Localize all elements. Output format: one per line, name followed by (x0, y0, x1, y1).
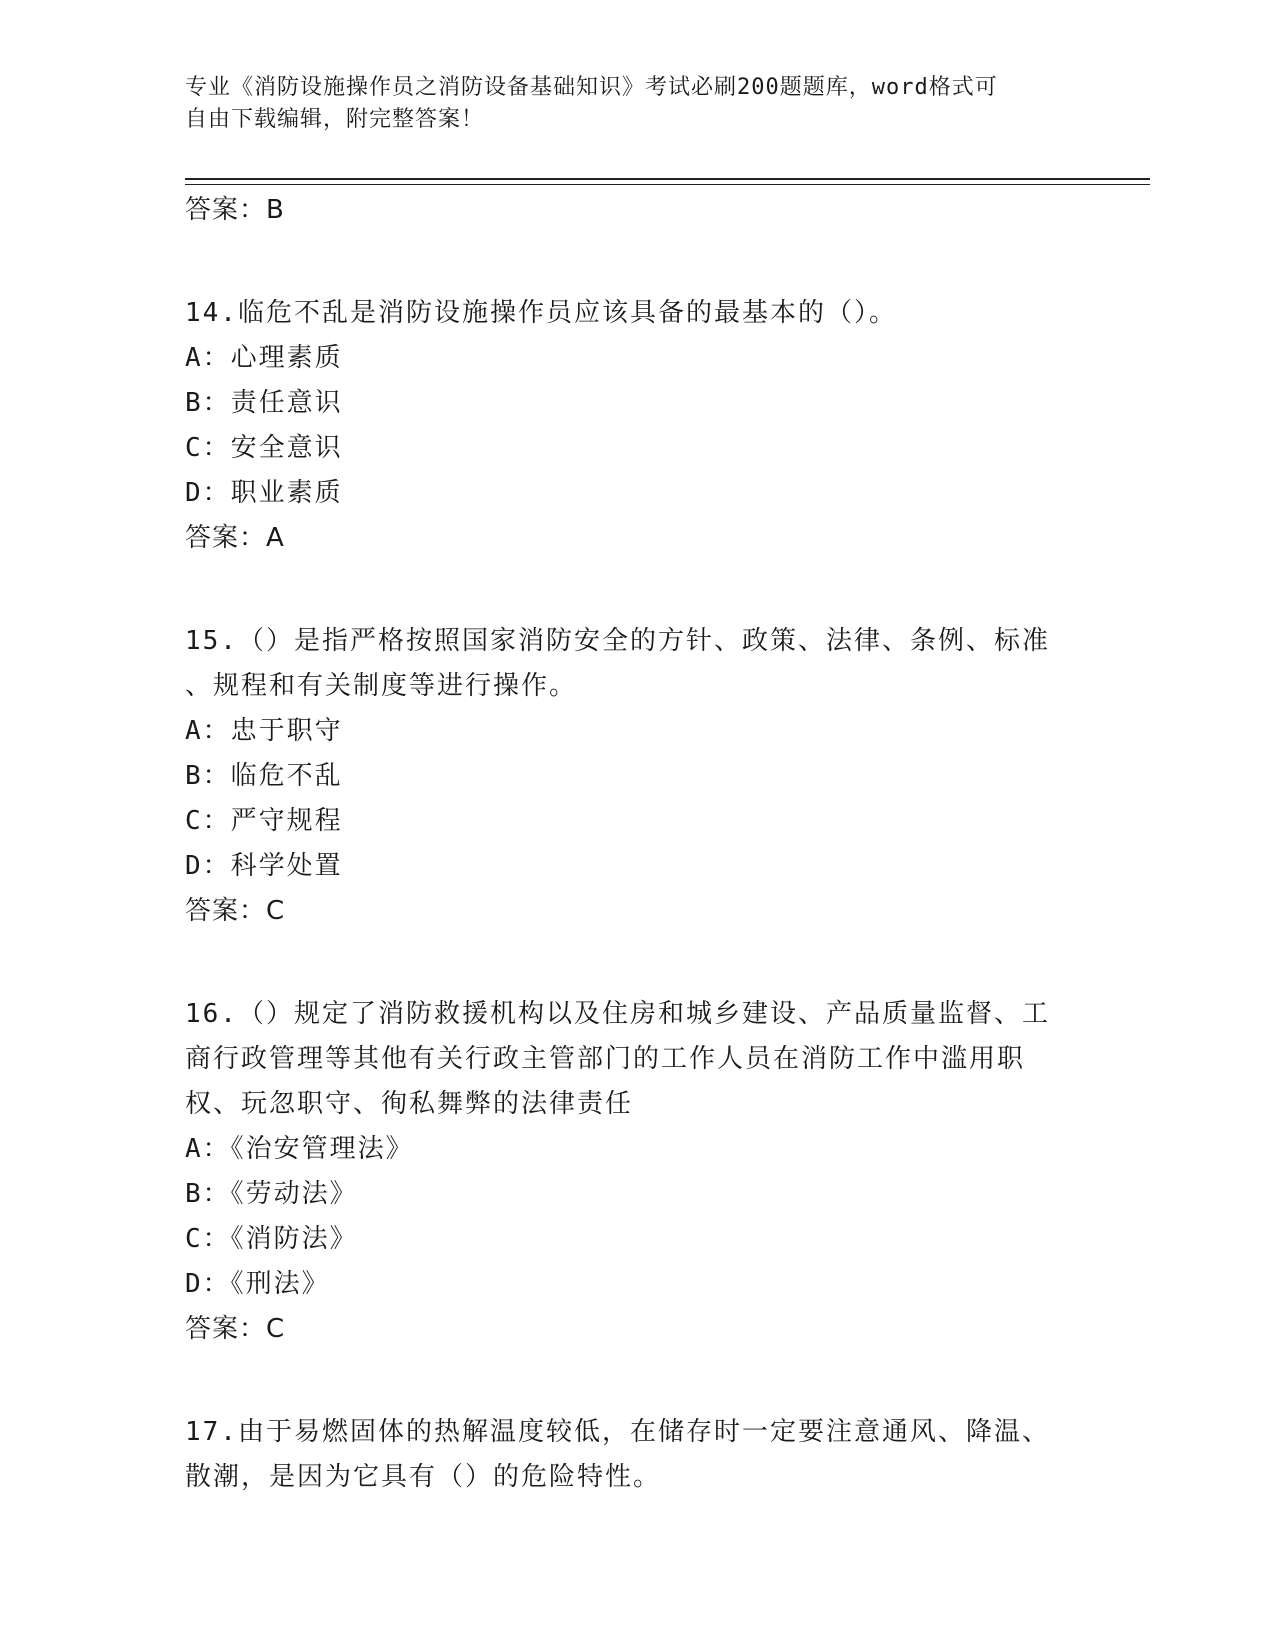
question-text-line: 权、玩忽职守、徇私舞弊的法律责任 (185, 1089, 634, 1119)
option-c: C：安全意识 (185, 433, 343, 463)
answer: 答案：A (185, 523, 285, 553)
option-d: D：科学处置 (185, 851, 343, 881)
option-c: C：《消防法》 (185, 1224, 358, 1254)
option-a: A：忠于职守 (185, 716, 343, 746)
question-17 (185, 1410, 1085, 1500)
question-list (185, 188, 1085, 1500)
option-d: D：职业素质 (185, 478, 343, 508)
header-line-2: 自由下载编辑，附完整答案！ (185, 107, 485, 132)
option-a: A：心理素质 (185, 343, 343, 373)
question-14 (185, 291, 1085, 336)
question-text-line: 17.由于易燃固体的热解温度较低，在储存时一定要注意通风、降温、 (185, 1417, 1050, 1447)
question-text-line: 散潮，是因为它具有（）的危险特性。 (185, 1462, 662, 1492)
question-text-line: 、规程和有关制度等进行操作。 (185, 671, 578, 701)
header-divider-thick (185, 178, 1150, 180)
question-text-line: 商行政管理等其他有关行政主管部门的工作人员在消防工作中滥用职 (185, 1044, 1026, 1074)
header-divider-thin (185, 184, 1150, 185)
header-line-1: 专业《消防设施操作员之消防设备基础知识》考试必刷200题题库，word格式可 (185, 75, 998, 100)
question-text-line: 14.临危不乱是消防设施操作员应该具备的最基本的（）。 (185, 298, 897, 328)
question-text-line: 16.（）规定了消防救援机构以及住房和城乡建设、产品质量监督、工 (185, 999, 1050, 1029)
option-b: B：临危不乱 (185, 761, 343, 791)
option-b: B：《劳动法》 (185, 1179, 358, 1209)
option-a: A：《治安管理法》 (185, 1134, 414, 1164)
question-text-line: 15.（）是指严格按照国家消防安全的方针、政策、法律、条例、标准 (185, 626, 1050, 656)
option-d: D：《刑法》 (185, 1269, 330, 1299)
option-b: B：责任意识 (185, 388, 343, 418)
question-15 (185, 619, 1085, 709)
answer: 答案：C (185, 896, 286, 926)
document-header (185, 72, 1065, 136)
previous-answer: 答案：B (185, 195, 285, 225)
answer: 答案：C (185, 1314, 286, 1344)
question-16 (185, 992, 1085, 1127)
option-c: C：严守规程 (185, 806, 343, 836)
